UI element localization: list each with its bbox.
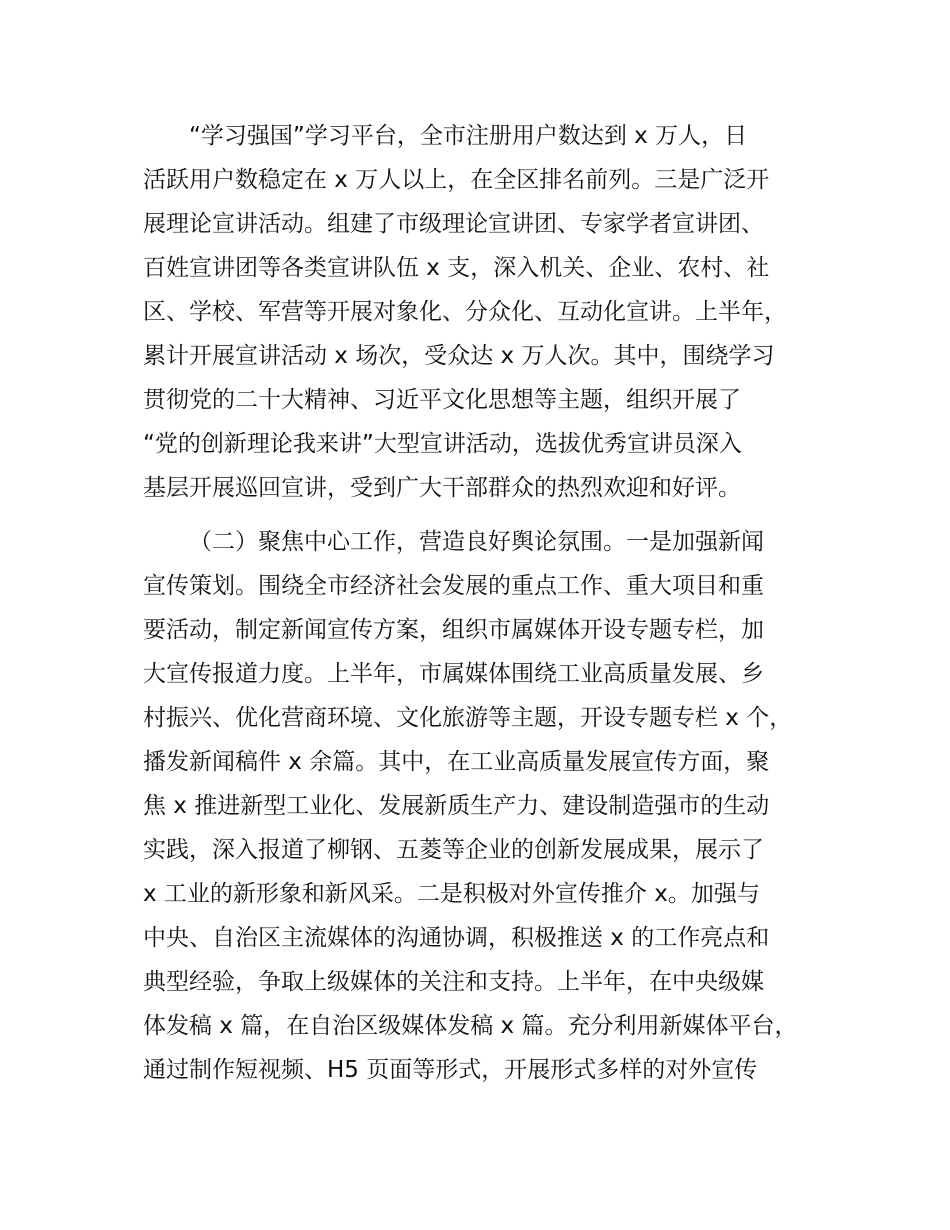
paragraph-line: 播发新闻稿件 x 余篇。其中，在工业高质量发展宣传方面，聚 [143,749,770,775]
paragraph-line: 通过制作短视频、H5 页面等形式，开展形式多样的对外宣传 [143,1057,758,1083]
paragraph-line: 展理论宣讲活动。组建了市级理论宣讲团、专家学者宣讲团、 [143,211,764,237]
paragraph-line: 中央、自治区主流媒体的沟通协调，积极推送 x 的工作亮点和 [143,925,770,951]
paragraph-line: “党的创新理论我来讲”大型宣讲活动，选拔优秀宣讲员深入 [143,431,742,457]
paragraph-line: x 工业的新形象和新风采。二是积极对外宣传推介 x。加强与 [143,881,760,907]
paragraph-line: 活跃用户数稳定在 x 万人以上，在全区排名前列。三是广泛开 [143,167,770,193]
paragraph-line: 基层开展巡回宣讲，受到广大干部群众的热烈欢迎和好评。 [143,475,741,501]
paragraph-line: 宣传策划。围绕全市经济社会发展的重点工作、重大项目和重 [143,573,764,599]
paragraph-line: 区、学校、军营等开展对象化、分众化、互动化宣讲。上半年， [143,299,787,325]
paragraph-line: 累计开展宣讲活动 x 场次，受众达 x 万人次。其中，围绕学习 [143,343,775,369]
paragraph-line: 村振兴、优化营商环境、文化旅游等主题，开设专题专栏 x 个， [143,705,793,731]
paragraph-line: （二）聚焦中心工作，营造良好舆论氛围。一是加强新闻 [189,529,764,555]
paragraph-line: 典型经验，争取上级媒体的关注和支持。上半年，在中央级媒 [143,969,764,995]
paragraph-line: 百姓宣讲团等各类宣讲队伍 x 支，深入机关、企业、农村、社 [143,255,770,281]
paragraph-line: 要活动，制定新闻宣传方案，组织市属媒体开设专题专栏，加 [143,617,764,643]
paragraph-line: 大宣传报道力度。上半年，市属媒体围绕工业高质量发展、乡 [143,661,764,687]
document-body [143,114,835,1092]
paragraph-line: 焦 x 推进新型工业化、发展新质生产力、建设制造强市的生动 [143,793,770,819]
paragraph-line: 体发稿 x 篇，在自治区级媒体发稿 x 篇。充分利用新媒体平台， [143,1013,798,1039]
paragraph-line: 实践，深入报道了柳钢、五菱等企业的创新发展成果，展示了 [143,837,764,863]
paragraph-line: 贯彻党的二十大精神、习近平文化思想等主题，组织开展了 [143,387,741,413]
paragraph-line: “学习强国”学习平台，全市注册用户数达到 x 万人，日 [189,123,748,149]
paragraph-spacer [143,510,835,520]
